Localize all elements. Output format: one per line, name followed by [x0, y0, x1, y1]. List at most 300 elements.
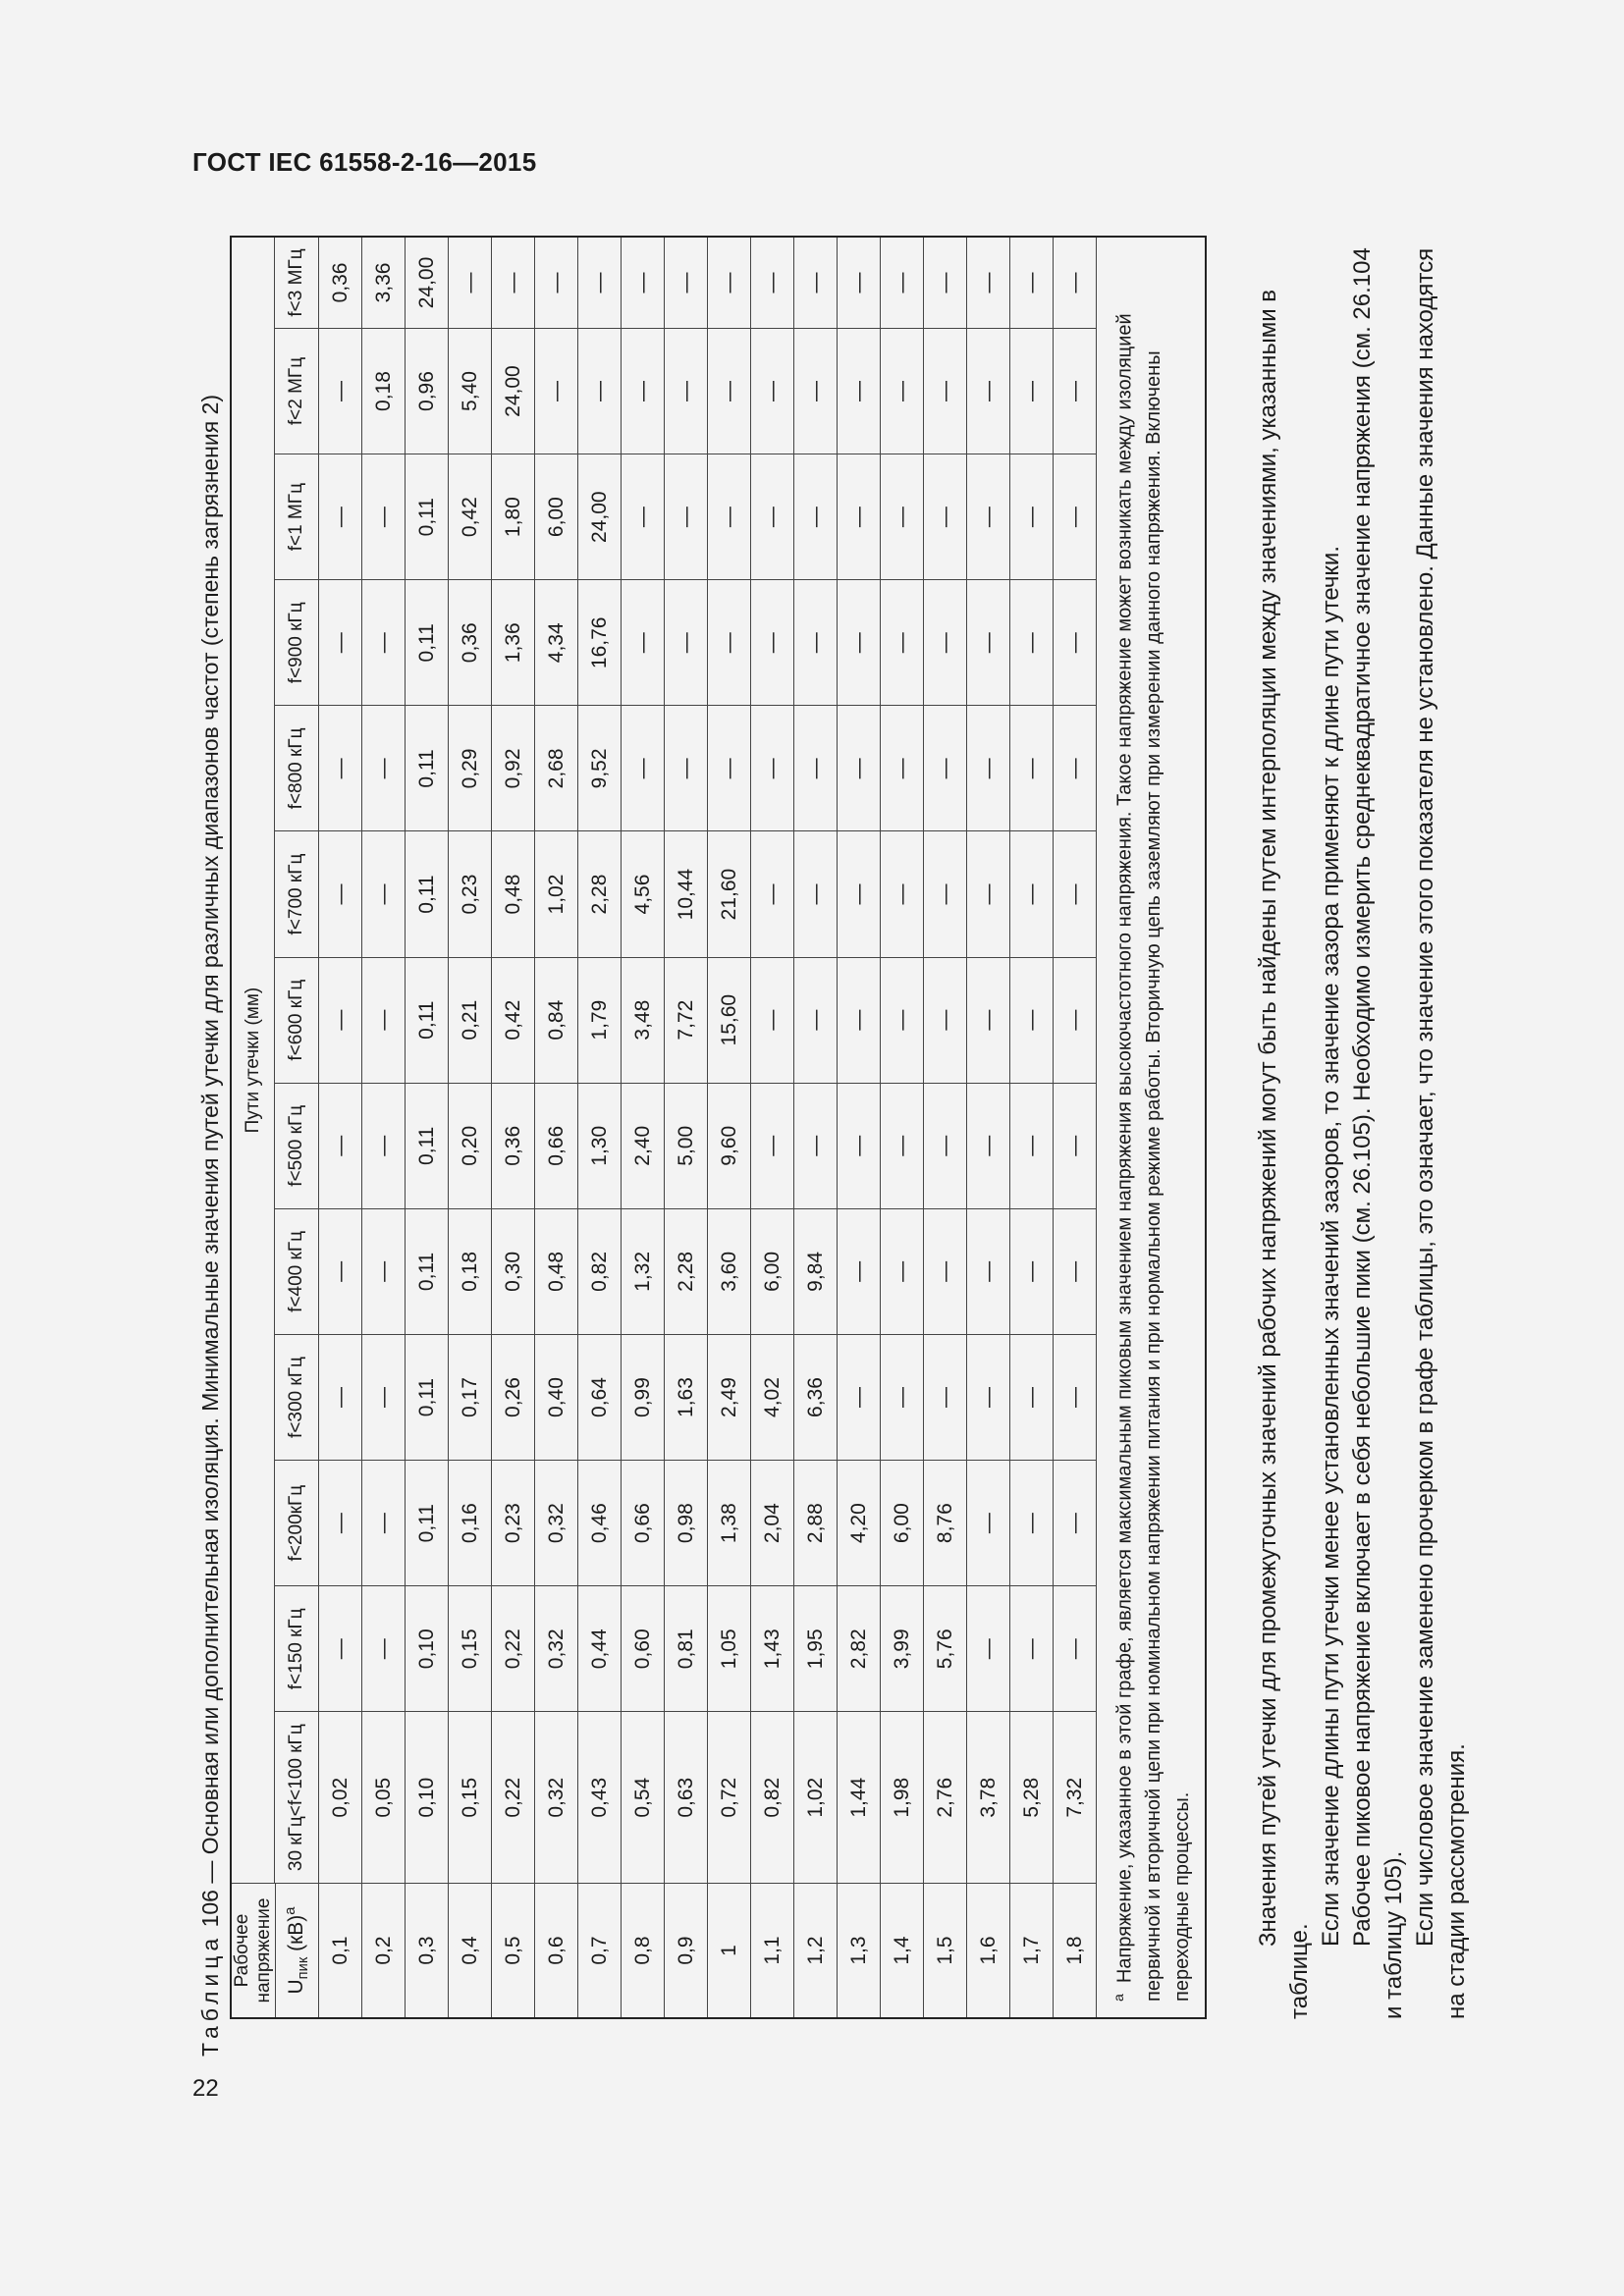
creepage-cell: 1,79 — [578, 957, 622, 1083]
creepage-cell: 2,88 — [794, 1461, 838, 1586]
creepage-cell: 1,32 — [622, 1208, 665, 1334]
voltage-cell: 0,3 — [406, 1884, 449, 2018]
creepage-cell: 0,16 — [449, 1461, 492, 1586]
creepage-cell: 0,10 — [406, 1712, 449, 1884]
creepage-cell: — — [751, 957, 794, 1083]
creepage-cell: — — [967, 237, 1010, 328]
creepage-cell: — — [535, 328, 578, 454]
creepage-cell: — — [708, 454, 751, 580]
table-row — [578, 237, 622, 2018]
creepage-cell: 0,11 — [406, 1083, 449, 1208]
creepage-cell: 0,11 — [406, 1208, 449, 1334]
creepage-cell: — — [881, 237, 924, 328]
frequency-header: f<150 кГц — [275, 1586, 319, 1712]
creepage-cell: — — [967, 1208, 1010, 1334]
creepage-cell: 3,36 — [362, 237, 406, 328]
creepage-cell: 0,15 — [449, 1586, 492, 1712]
creepage-cell: 0,32 — [535, 1461, 578, 1586]
creepage-cell: 0,43 — [578, 1712, 622, 1884]
voltage-cell: 1,3 — [838, 1884, 881, 2018]
table-row — [622, 237, 665, 2018]
creepage-cell: — — [794, 706, 838, 831]
creepage-cell: — — [794, 831, 838, 957]
voltage-cell: 0,9 — [665, 1884, 708, 2018]
creepage-cell: — — [319, 957, 362, 1083]
voltage-cell: 1,7 — [1010, 1884, 1054, 2018]
creepage-cell: 8,76 — [924, 1461, 967, 1586]
creepage-cell: — — [751, 328, 794, 454]
creepage-cell: — — [1010, 328, 1054, 454]
upeak-header — [276, 1884, 319, 2018]
creepage-cell: 24,00 — [578, 454, 622, 580]
creepage-cell: — — [708, 237, 751, 328]
creepage-cell: — — [492, 237, 535, 328]
creepage-cell: — — [881, 831, 924, 957]
creepage-cell: 2,68 — [535, 706, 578, 831]
creepage-cell: 6,00 — [881, 1461, 924, 1586]
creepage-cell: 0,30 — [492, 1208, 535, 1334]
creepage-cell: — — [1054, 1208, 1097, 1334]
creepage-cell: 4,02 — [751, 1334, 794, 1460]
creepage-cell: 0,48 — [535, 1208, 578, 1334]
table-row — [1054, 237, 1097, 2018]
page-number: 22 — [192, 2075, 219, 2102]
creepage-cell: — — [319, 328, 362, 454]
voltage-cell: 1,1 — [751, 1884, 794, 2018]
frequency-header: f<800 кГц — [275, 706, 319, 831]
creepage-cell: 0,11 — [406, 454, 449, 580]
table-row — [449, 237, 492, 2018]
creepage-cell: — — [362, 831, 406, 957]
table-row — [881, 237, 924, 2018]
creepage-cell: 0,17 — [449, 1334, 492, 1460]
creepage-cell: 0,66 — [535, 1083, 578, 1208]
creepage-header: Пути утечки (мм) — [231, 237, 275, 1884]
creepage-cell: — — [319, 1334, 362, 1460]
creepage-cell: — — [665, 328, 708, 454]
creepage-cell: — — [708, 328, 751, 454]
footnote-marker: a — [1110, 1994, 1126, 2002]
creepage-cell: 0,18 — [449, 1208, 492, 1334]
frequency-header: f<1 МГц — [275, 454, 319, 580]
creepage-cell: — — [1010, 1208, 1054, 1334]
creepage-cell: 0,46 — [578, 1461, 622, 1586]
voltage-cell: 0,5 — [492, 1884, 535, 2018]
creepage-cell: 2,04 — [751, 1461, 794, 1586]
creepage-cell: 0,32 — [535, 1586, 578, 1712]
creepage-cell: — — [881, 1334, 924, 1460]
creepage-cell: 0,11 — [406, 957, 449, 1083]
creepage-cell: — — [1010, 580, 1054, 706]
creepage-cell: — — [794, 580, 838, 706]
creepage-cell: 3,99 — [881, 1586, 924, 1712]
creepage-cell: 0,32 — [535, 1712, 578, 1884]
creepage-cell: — — [881, 580, 924, 706]
creepage-cell: — — [665, 706, 708, 831]
creepage-cell: — — [665, 580, 708, 706]
creepage-cell: 0,36 — [319, 237, 362, 328]
creepage-cell: — — [622, 237, 665, 328]
creepage-cell: 21,60 — [708, 831, 751, 957]
creepage-cell: — — [1054, 1586, 1097, 1712]
creepage-cell: 2,40 — [622, 1083, 665, 1208]
creepage-cell: — — [362, 1334, 406, 1460]
creepage-cell: 0,10 — [406, 1586, 449, 1712]
creepage-cell: 10,44 — [665, 831, 708, 957]
creepage-cell: — — [967, 1586, 1010, 1712]
creepage-cell: — — [319, 1208, 362, 1334]
creepage-cell: — — [794, 957, 838, 1083]
creepage-cell: 0,18 — [362, 328, 406, 454]
voltage-cell: 1,5 — [924, 1884, 967, 2018]
creepage-cell: — — [449, 237, 492, 328]
creepage-cell: 9,52 — [578, 706, 622, 831]
creepage-cell: — — [924, 706, 967, 831]
voltage-cell: 0,1 — [319, 1884, 362, 2018]
voltage-cell: 1,2 — [794, 1884, 838, 2018]
creepage-cell: — — [535, 237, 578, 328]
creepage-cell: 1,43 — [751, 1586, 794, 1712]
creepage-cell: 0,23 — [449, 831, 492, 957]
creepage-cell: 0,20 — [449, 1083, 492, 1208]
creepage-cell: 24,00 — [492, 328, 535, 454]
creepage-cell: — — [665, 237, 708, 328]
creepage-cell: — — [838, 706, 881, 831]
creepage-cell: 2,28 — [578, 831, 622, 957]
creepage-cell: 1,30 — [578, 1083, 622, 1208]
creepage-cell: 0,11 — [406, 706, 449, 831]
creepage-cell: — — [967, 580, 1010, 706]
creepage-cell: 7,72 — [665, 957, 708, 1083]
table-row — [492, 237, 535, 2018]
creepage-cell: 5,28 — [1010, 1712, 1054, 1884]
creepage-cell: — — [1054, 580, 1097, 706]
upeak-symbol: U — [284, 1979, 307, 1995]
voltage-cell: 0,4 — [449, 1884, 492, 2018]
creepage-cell: — — [1054, 237, 1097, 328]
creepage-cell: 1,05 — [708, 1586, 751, 1712]
creepage-cell: 0,15 — [449, 1712, 492, 1884]
creepage-cell: — — [1054, 454, 1097, 580]
creepage-cell: 0,11 — [406, 1461, 449, 1586]
creepage-cell: — — [881, 328, 924, 454]
creepage-cell: — — [967, 1461, 1010, 1586]
table-row — [794, 237, 838, 2018]
footnote-text: Напряжение, указанное в этой графе, является максимальным пиковым значением напряжения высокочастотного напряжения. Такое напряжение может возникать между изоляцией первичной и вторичной цепи при номинальном напряжении питания и при нормальном режиме работы. Вторичную цепь заземляют при измерении данного напряжения. Включены переходные процессы. — [1113, 313, 1193, 2002]
voltage-cell: 0,2 — [362, 1884, 406, 2018]
creepage-cell: — — [794, 328, 838, 454]
creepage-cell: 1,38 — [708, 1461, 751, 1586]
table-row — [838, 237, 881, 2018]
creepage-cell: — — [319, 1586, 362, 1712]
creepage-cell: — — [1054, 957, 1097, 1083]
creepage-cell: 0,02 — [319, 1712, 362, 1884]
creepage-cell: 6,00 — [535, 454, 578, 580]
creepage-cell: 1,02 — [535, 831, 578, 957]
creepage-cell: 4,34 — [535, 580, 578, 706]
table-row — [362, 237, 406, 2018]
document-header: ГОСТ IEC 61558-2-16—2015 — [192, 147, 537, 177]
voltage-cell: 0,8 — [622, 1884, 665, 2018]
creepage-cell: 0,44 — [578, 1586, 622, 1712]
rotated-page-content — [192, 236, 1479, 2056]
creepage-cell: 24,00 — [406, 237, 449, 328]
creepage-cell: — — [794, 237, 838, 328]
creepage-cell: 0,66 — [622, 1461, 665, 1586]
voltage-cell: 1 — [708, 1884, 751, 2018]
creepage-cell: — — [362, 1083, 406, 1208]
creepage-cell: — — [838, 454, 881, 580]
creepage-cell: — — [1054, 831, 1097, 957]
table-row — [406, 237, 449, 2018]
creepage-cell: 2,76 — [924, 1712, 967, 1884]
table-row — [967, 237, 1010, 2018]
creepage-cell: 5,76 — [924, 1586, 967, 1712]
frequency-header: f<600 кГц — [275, 957, 319, 1083]
creepage-cell: 0,23 — [492, 1461, 535, 1586]
creepage-cell: 6,00 — [751, 1208, 794, 1334]
creepage-cell: — — [838, 580, 881, 706]
creepage-cell: 0,99 — [622, 1334, 665, 1460]
creepage-table — [230, 236, 1207, 2019]
creepage-cell: 2,82 — [838, 1586, 881, 1712]
creepage-cell: — — [319, 1461, 362, 1586]
creepage-cell: — — [1010, 706, 1054, 831]
creepage-cell: — — [924, 1334, 967, 1460]
creepage-cell: 2,28 — [665, 1208, 708, 1334]
creepage-cell: 9,60 — [708, 1083, 751, 1208]
creepage-cell: — — [1010, 1586, 1054, 1712]
creepage-cell: 1,63 — [665, 1334, 708, 1460]
creepage-cell: 7,32 — [1054, 1712, 1097, 1884]
frequency-header: f<700 кГц — [275, 831, 319, 957]
creepage-cell: — — [1010, 237, 1054, 328]
creepage-cell: — — [1010, 831, 1054, 957]
creepage-cell: — — [838, 1083, 881, 1208]
creepage-cell: 0,92 — [492, 706, 535, 831]
creepage-cell: 1,44 — [838, 1712, 881, 1884]
creepage-cell: — — [319, 831, 362, 957]
creepage-cell: 0,05 — [362, 1712, 406, 1884]
creepage-cell: — — [362, 706, 406, 831]
creepage-cell: — — [1010, 957, 1054, 1083]
table-body — [319, 237, 1097, 2018]
creepage-cell: — — [881, 1083, 924, 1208]
table-row — [319, 237, 362, 2018]
frequency-header: 30 кГц<f<100 кГц — [275, 1712, 319, 1884]
creepage-cell: — — [838, 831, 881, 957]
table-footnote — [1097, 237, 1206, 2018]
creepage-cell: — — [967, 328, 1010, 454]
paragraph-dash-meaning: Если числовое значение заменено прочерком в графе таблицы, это означает, что значение этого показателя не установлено. Данные значения находятся на стадии рассмотрения. — [1412, 247, 1470, 2019]
creepage-cell: — — [319, 580, 362, 706]
creepage-cell: — — [751, 454, 794, 580]
creepage-cell: — — [924, 237, 967, 328]
creepage-cell: 0,26 — [492, 1334, 535, 1460]
table-row — [924, 237, 967, 2018]
creepage-cell: 3,78 — [967, 1712, 1010, 1884]
creepage-cell: 0,63 — [665, 1712, 708, 1884]
creepage-cell: — — [362, 1208, 406, 1334]
creepage-cell: 1,80 — [492, 454, 535, 580]
creepage-cell: — — [362, 1461, 406, 1586]
creepage-cell: — — [751, 1083, 794, 1208]
creepage-cell: — — [1054, 1461, 1097, 1586]
creepage-cell: 0,98 — [665, 1461, 708, 1586]
creepage-cell: — — [1010, 1083, 1054, 1208]
creepage-cell: — — [708, 580, 751, 706]
creepage-cell: — — [881, 957, 924, 1083]
creepage-cell: 15,60 — [708, 957, 751, 1083]
frequency-header: f<300 кГц — [275, 1334, 319, 1460]
creepage-cell: — — [362, 454, 406, 580]
creepage-cell: — — [319, 454, 362, 580]
creepage-cell: — — [967, 957, 1010, 1083]
creepage-cell: — — [751, 706, 794, 831]
creepage-cell: — — [838, 1208, 881, 1334]
creepage-cell: 6,36 — [794, 1334, 838, 1460]
creepage-cell: — — [881, 454, 924, 580]
creepage-cell: — — [1010, 1334, 1054, 1460]
creepage-cell: — — [362, 957, 406, 1083]
creepage-cell: — — [838, 328, 881, 454]
frequency-header: f<500 кГц — [275, 1083, 319, 1208]
creepage-cell: 0,64 — [578, 1334, 622, 1460]
creepage-cell: — — [967, 1334, 1010, 1460]
frequency-header: f<400 кГц — [275, 1208, 319, 1334]
creepage-cell: — — [622, 328, 665, 454]
creepage-cell: 4,56 — [622, 831, 665, 957]
creepage-cell: 0,21 — [449, 957, 492, 1083]
creepage-cell: 0,60 — [622, 1586, 665, 1712]
voltage-cell: 0,6 — [535, 1884, 578, 2018]
working-voltage-header: Рабочее напряжение — [231, 1884, 276, 2018]
creepage-cell: — — [881, 1208, 924, 1334]
creepage-cell: — — [838, 957, 881, 1083]
creepage-cell: — — [622, 706, 665, 831]
creepage-cell: — — [967, 1083, 1010, 1208]
creepage-cell: 0,42 — [449, 454, 492, 580]
creepage-cell: — — [924, 1083, 967, 1208]
creepage-cell: 0,54 — [622, 1712, 665, 1884]
creepage-cell: 0,29 — [449, 706, 492, 831]
creepage-cell: — — [924, 831, 967, 957]
creepage-cell: — — [622, 580, 665, 706]
creepage-cell: — — [751, 237, 794, 328]
creepage-cell: 2,49 — [708, 1334, 751, 1460]
creepage-cell: 0,42 — [492, 957, 535, 1083]
creepage-cell: — — [1054, 328, 1097, 454]
creepage-cell: 1,36 — [492, 580, 535, 706]
creepage-cell: — — [838, 237, 881, 328]
table-row — [1010, 237, 1054, 2018]
creepage-cell: — — [1054, 1083, 1097, 1208]
frequency-header: f<900 кГц — [275, 580, 319, 706]
creepage-cell: — — [1010, 1461, 1054, 1586]
creepage-cell: 1,02 — [794, 1712, 838, 1884]
creepage-cell: 3,48 — [622, 957, 665, 1083]
creepage-cell: 3,60 — [708, 1208, 751, 1334]
upeak-unit: (кВ) — [284, 1914, 307, 1957]
voltage-cell: 1,6 — [967, 1884, 1010, 2018]
creepage-cell: — — [319, 706, 362, 831]
table-row — [751, 237, 794, 2018]
creepage-cell: 0,40 — [535, 1334, 578, 1460]
creepage-cell: — — [1010, 454, 1054, 580]
creepage-cell: — — [578, 328, 622, 454]
creepage-cell: — — [708, 706, 751, 831]
creepage-cell: 5,00 — [665, 1083, 708, 1208]
table-row — [535, 237, 578, 2018]
creepage-cell: 0,11 — [406, 831, 449, 957]
creepage-cell: — — [578, 237, 622, 328]
creepage-cell: — — [967, 454, 1010, 580]
creepage-cell: — — [751, 580, 794, 706]
table-caption-text: 106 — Основная или дополнительная изоляция. Минимальные значения путей утечки для различных диапазонов частот (степень загрязнения 2) — [197, 394, 223, 1934]
creepage-cell: 0,48 — [492, 831, 535, 957]
creepage-cell: — — [924, 957, 967, 1083]
paragraph-peak-voltage: Рабочее пиковое напряжение включает в себя небольшие пики (см. 26.105). Необходимо измерить среднеквадратичное значение напряжения (см. 26.104 и таблицу 105). — [1349, 247, 1407, 2019]
frequency-header: f<3 МГц — [275, 237, 319, 328]
frequency-header: f<200кГц — [275, 1461, 319, 1586]
frequency-header-row — [275, 237, 276, 2018]
creepage-cell: 0,36 — [492, 1083, 535, 1208]
creepage-cell: — — [881, 706, 924, 831]
creepage-cell: 16,76 — [578, 580, 622, 706]
voltage-cell: 0,7 — [578, 1884, 622, 2018]
creepage-cell: 4,20 — [838, 1461, 881, 1586]
creepage-cell: — — [362, 1586, 406, 1712]
creepage-cell: 0,22 — [492, 1712, 535, 1884]
creepage-cell: — — [751, 831, 794, 957]
creepage-cell: 0,81 — [665, 1586, 708, 1712]
creepage-cell: — — [794, 454, 838, 580]
creepage-cell: 0,82 — [751, 1712, 794, 1884]
creepage-cell: — — [1054, 706, 1097, 831]
body-text — [1253, 236, 1473, 2019]
creepage-cell: — — [924, 1208, 967, 1334]
creepage-cell: — — [924, 328, 967, 454]
creepage-cell: 0,36 — [449, 580, 492, 706]
creepage-cell: 0,96 — [406, 328, 449, 454]
creepage-cell: 0,11 — [406, 1334, 449, 1460]
creepage-cell: — — [967, 831, 1010, 957]
table-caption — [192, 236, 228, 2056]
table-row — [665, 237, 708, 2018]
table-row — [708, 237, 751, 2018]
table-caption-label: Таблица — [197, 1933, 223, 2056]
paragraph-interpolation: Значения путей утечки для промежуточных значений рабочих напряжений могут быть найдены путем интерполяции между значениями, указанными в таблице. — [1255, 289, 1313, 2019]
voltage-cell: 1,8 — [1054, 1884, 1097, 2018]
creepage-cell: 1,98 — [881, 1712, 924, 1884]
creepage-cell: 0,11 — [406, 580, 449, 706]
creepage-cell: 0,84 — [535, 957, 578, 1083]
creepage-cell: — — [362, 580, 406, 706]
creepage-cell: 0,72 — [708, 1712, 751, 1884]
paragraph-clearance: Если значение длины пути утечки менее установленных значений зазоров, то значение зазора применяют к длине пути утечки. — [1318, 546, 1344, 1947]
creepage-cell: — — [319, 1083, 362, 1208]
creepage-cell: 0,82 — [578, 1208, 622, 1334]
creepage-cell: 1,95 — [794, 1586, 838, 1712]
creepage-cell: — — [665, 454, 708, 580]
upeak-subscript: пик — [296, 1956, 312, 1980]
creepage-cell: — — [1054, 1334, 1097, 1460]
frequency-header: f<2 МГц — [275, 328, 319, 454]
creepage-cell: — — [967, 706, 1010, 831]
creepage-cell: 9,84 — [794, 1208, 838, 1334]
creepage-cell: 0,22 — [492, 1586, 535, 1712]
creepage-cell: 5,40 — [449, 328, 492, 454]
